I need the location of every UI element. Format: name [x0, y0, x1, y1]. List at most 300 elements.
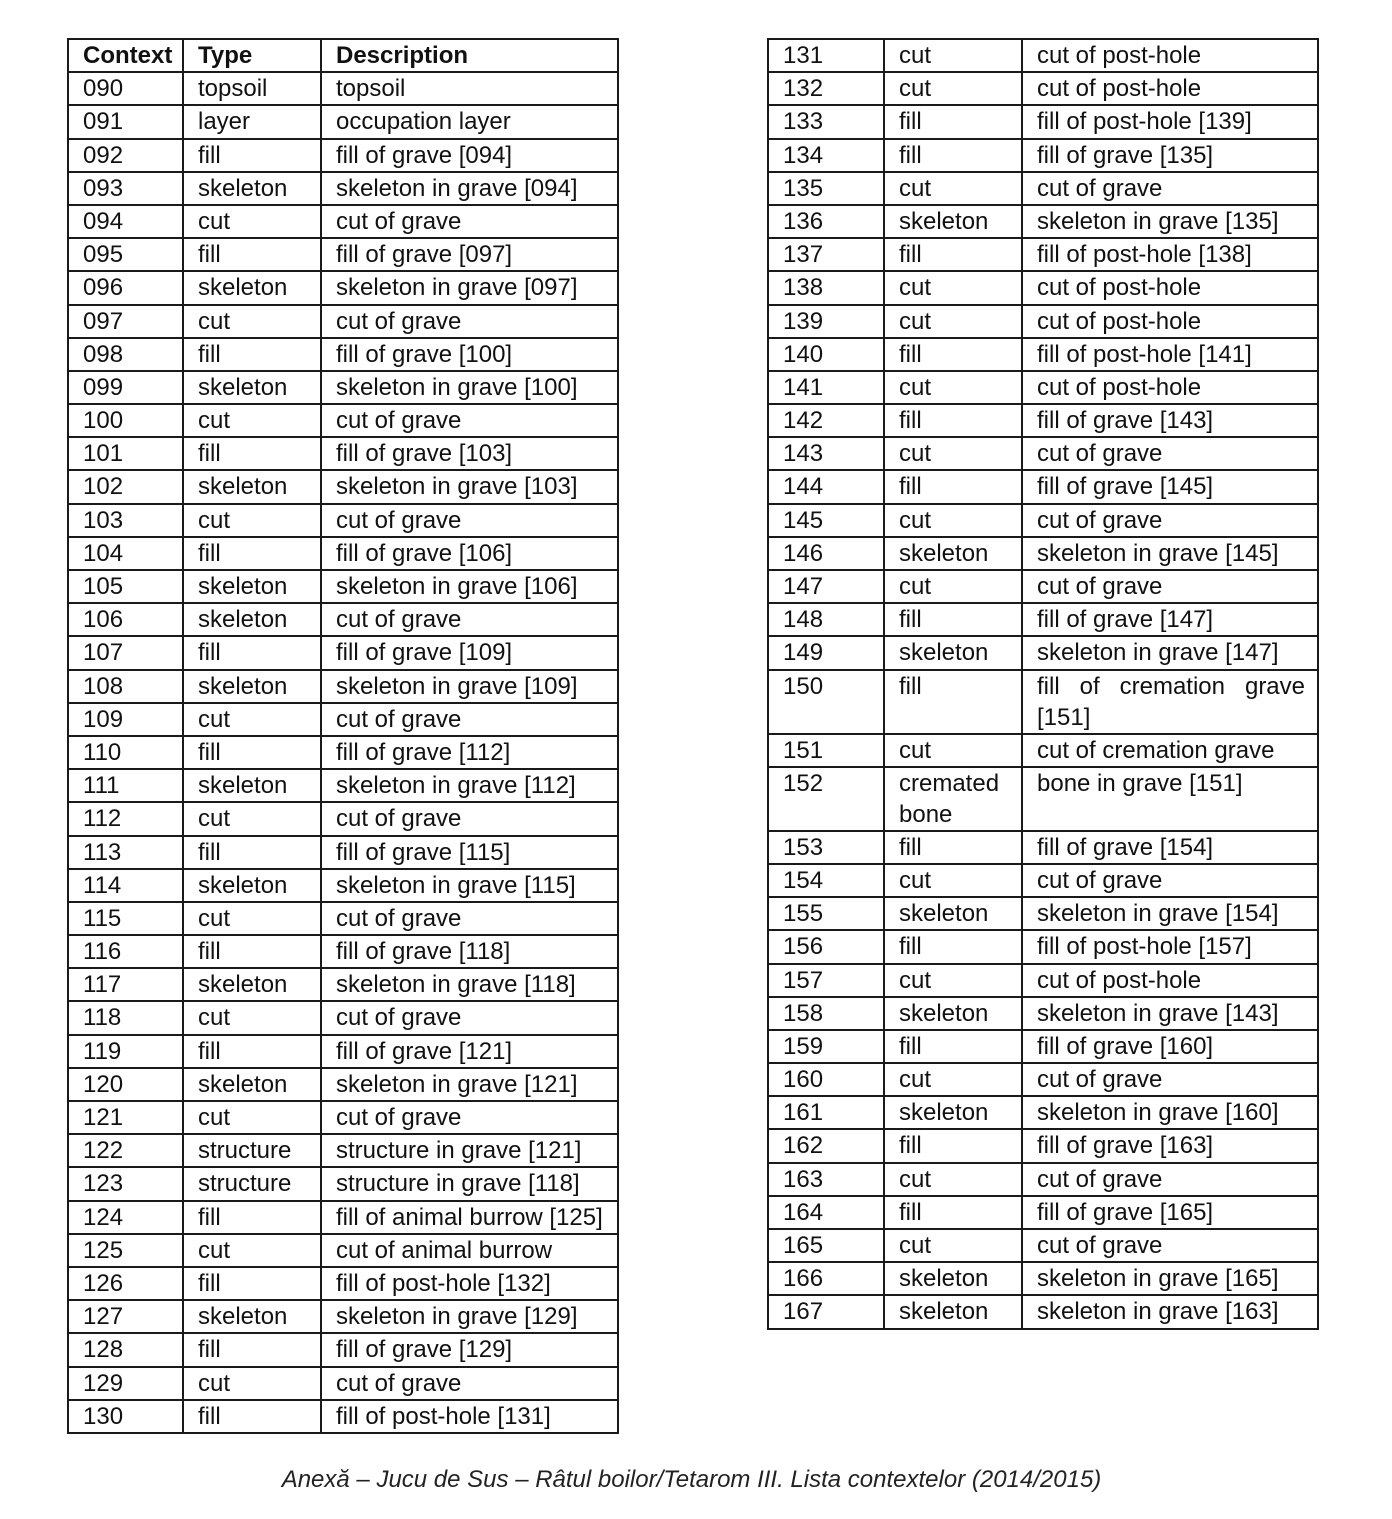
context-cell: 147: [768, 570, 884, 603]
description-cell: cut of grave: [321, 305, 618, 338]
description-cell: fill of grave [118]: [321, 935, 618, 968]
table-row: [768, 831, 1318, 864]
table-row: [68, 404, 618, 437]
type-cell: fill: [884, 105, 1022, 138]
type-cell: skeleton: [183, 603, 321, 636]
description-cell: cut of grave: [321, 902, 618, 935]
description-cell: skeleton in grave [112]: [321, 769, 618, 802]
type-cell: fill: [183, 1333, 321, 1366]
type-cell: fill: [183, 238, 321, 271]
type-cell: fill: [884, 238, 1022, 271]
description-cell: cut of grave: [321, 504, 618, 537]
context-cell: 150: [768, 670, 884, 734]
description-cell: fill of grave [097]: [321, 238, 618, 271]
context-cell: 164: [768, 1196, 884, 1229]
context-cell: 096: [68, 271, 183, 304]
context-cell: 115: [68, 902, 183, 935]
context-cell: 120: [68, 1068, 183, 1101]
table-row: [768, 1030, 1318, 1063]
context-cell: 113: [68, 836, 183, 869]
table-row: [768, 504, 1318, 537]
context-cell: 136: [768, 205, 884, 238]
type-cell: fill: [884, 338, 1022, 371]
table-row: [68, 172, 618, 205]
table-row: [768, 72, 1318, 105]
context-cell: 144: [768, 470, 884, 503]
table-row: [68, 1267, 618, 1300]
type-cell: structure: [183, 1167, 321, 1200]
description-cell: skeleton in grave [165]: [1022, 1262, 1318, 1295]
table-row: [68, 1300, 618, 1333]
table-row: [68, 1167, 618, 1200]
table-row: [768, 238, 1318, 271]
context-cell: 097: [68, 305, 183, 338]
type-cell: skeleton: [884, 205, 1022, 238]
context-cell: 163: [768, 1163, 884, 1196]
type-cell: cut: [884, 734, 1022, 767]
description-cell: cut of grave: [321, 404, 618, 437]
context-cell: 138: [768, 271, 884, 304]
type-cell: skeleton: [884, 1096, 1022, 1129]
description-cell: skeleton in grave [109]: [321, 670, 618, 703]
description-cell: fill of grave [160]: [1022, 1030, 1318, 1063]
context-cell: 139: [768, 305, 884, 338]
type-cell: skeleton: [183, 271, 321, 304]
description-cell: structure in grave [118]: [321, 1167, 618, 1200]
table-row: [768, 305, 1318, 338]
description-cell: fill of post-hole [139]: [1022, 105, 1318, 138]
description-cell: cut of grave: [1022, 1229, 1318, 1262]
description-cell: skeleton in grave [094]: [321, 172, 618, 205]
type-cell: cut: [884, 172, 1022, 205]
type-cell: cut: [884, 1063, 1022, 1096]
context-cell: 092: [68, 139, 183, 172]
description-cell: cut of grave: [321, 1001, 618, 1034]
description-cell: fill of grave [115]: [321, 836, 618, 869]
type-cell: cut: [183, 1001, 321, 1034]
table-row: [68, 1400, 618, 1433]
context-cell: 119: [68, 1035, 183, 1068]
context-cell: 098: [68, 338, 183, 371]
description-cell: cut of grave: [321, 1101, 618, 1134]
description-cell: cut of grave: [321, 802, 618, 835]
table-row: [768, 172, 1318, 205]
description-cell: cut of post-hole: [1022, 964, 1318, 997]
type-cell: fill: [884, 930, 1022, 963]
context-cell: 146: [768, 537, 884, 570]
context-cell: 102: [68, 470, 183, 503]
context-cell: 145: [768, 504, 884, 537]
table-row: [68, 1234, 618, 1267]
table-row: [68, 105, 618, 138]
context-cell: 108: [68, 670, 183, 703]
type-cell: cut: [884, 964, 1022, 997]
table-row: [68, 968, 618, 1001]
description-cell: fill of grave [106]: [321, 537, 618, 570]
description-cell: skeleton in grave [160]: [1022, 1096, 1318, 1129]
table-row: [768, 734, 1318, 767]
table-row: [68, 537, 618, 570]
type-cell: skeleton: [183, 769, 321, 802]
type-cell: cut: [183, 404, 321, 437]
type-cell: cut: [183, 902, 321, 935]
type-cell: fill: [884, 139, 1022, 172]
type-cell: skeleton: [884, 537, 1022, 570]
table-row: [768, 930, 1318, 963]
table-row: [768, 1096, 1318, 1129]
table-row: [68, 1201, 618, 1234]
context-cell: 122: [68, 1134, 183, 1167]
type-cell: fill: [183, 1035, 321, 1068]
description-cell: cut of post-hole: [1022, 72, 1318, 105]
context-cell: 095: [68, 238, 183, 271]
type-cell: skeleton: [884, 1262, 1022, 1295]
table-row: [68, 703, 618, 736]
context-cell: 125: [68, 1234, 183, 1267]
description-cell: skeleton in grave [154]: [1022, 897, 1318, 930]
type-cell: skeleton: [183, 1068, 321, 1101]
table-row: [768, 1262, 1318, 1295]
context-cell: 153: [768, 831, 884, 864]
context-cell: 135: [768, 172, 884, 205]
type-cell: cut: [884, 1163, 1022, 1196]
table-row: [768, 1129, 1318, 1162]
description-cell: cut of grave: [1022, 172, 1318, 205]
table-row: [68, 371, 618, 404]
context-cell: 123: [68, 1167, 183, 1200]
table-row: [68, 1035, 618, 1068]
table-row: [68, 603, 618, 636]
description-cell: cut of post-hole: [1022, 271, 1318, 304]
context-cell: 156: [768, 930, 884, 963]
context-cell: 167: [768, 1295, 884, 1328]
type-cell: skeleton: [183, 570, 321, 603]
context-table-left-body: [68, 72, 618, 1433]
context-cell: 111: [68, 769, 183, 802]
description-cell: bone in grave [151]: [1022, 767, 1318, 831]
table-row: [768, 864, 1318, 897]
context-cell: 118: [68, 1001, 183, 1034]
table-row: [768, 964, 1318, 997]
type-cell: fill: [183, 736, 321, 769]
type-cell: skeleton: [183, 968, 321, 1001]
description-cell: cut of grave: [1022, 1163, 1318, 1196]
description-cell: cut of post-hole: [1022, 39, 1318, 72]
type-cell: cut: [884, 1229, 1022, 1262]
table-row: [768, 338, 1318, 371]
description-cell: fill of post-hole [132]: [321, 1267, 618, 1300]
description-cell: skeleton in grave [163]: [1022, 1295, 1318, 1328]
header-type: Type: [183, 39, 321, 72]
context-cell: 091: [68, 105, 183, 138]
type-cell: cut: [884, 437, 1022, 470]
description-cell: cut of cremation grave: [1022, 734, 1318, 767]
table-row: [68, 902, 618, 935]
table-row: [768, 1196, 1318, 1229]
context-cell: 127: [68, 1300, 183, 1333]
type-cell: cut: [884, 371, 1022, 404]
context-cell: 101: [68, 437, 183, 470]
table-row: [768, 997, 1318, 1030]
table-row: [768, 271, 1318, 304]
type-cell: fill: [884, 1129, 1022, 1162]
type-cell: fill: [183, 1267, 321, 1300]
type-cell: fill: [183, 338, 321, 371]
context-cell: 133: [768, 105, 884, 138]
table-row: [768, 205, 1318, 238]
description-cell: skeleton in grave [121]: [321, 1068, 618, 1101]
table-row: [768, 371, 1318, 404]
context-cell: 149: [768, 636, 884, 669]
type-cell: skeleton: [183, 470, 321, 503]
context-cell: 121: [68, 1101, 183, 1134]
description-cell: cut of grave: [321, 1367, 618, 1400]
table-row: [68, 139, 618, 172]
description-cell: fill of post-hole [157]: [1022, 930, 1318, 963]
description-cell: fill of grave [100]: [321, 338, 618, 371]
context-cell: 142: [768, 404, 884, 437]
context-cell: 151: [768, 734, 884, 767]
table-row: [68, 1333, 618, 1366]
context-cell: 158: [768, 997, 884, 1030]
context-cell: 159: [768, 1030, 884, 1063]
context-cell: 162: [768, 1129, 884, 1162]
type-cell: fill: [183, 836, 321, 869]
type-cell: cut: [183, 305, 321, 338]
table-row: [768, 537, 1318, 570]
description-cell: skeleton in grave [106]: [321, 570, 618, 603]
type-cell: cut: [884, 570, 1022, 603]
description-cell: fill of grave [135]: [1022, 139, 1318, 172]
description-cell: skeleton in grave [097]: [321, 271, 618, 304]
type-cell: structure: [183, 1134, 321, 1167]
table-row: [68, 338, 618, 371]
context-cell: 104: [68, 537, 183, 570]
context-cell: 160: [768, 1063, 884, 1096]
table-row: [68, 271, 618, 304]
table-row: [68, 935, 618, 968]
description-cell: cut of grave: [321, 703, 618, 736]
description-cell: skeleton in grave [115]: [321, 869, 618, 902]
context-table-right: [767, 38, 1319, 1330]
description-cell: fill of grave [145]: [1022, 470, 1318, 503]
table-row: [768, 139, 1318, 172]
type-cell: cut: [183, 205, 321, 238]
context-cell: 116: [68, 935, 183, 968]
table-row: [68, 736, 618, 769]
context-cell: 154: [768, 864, 884, 897]
table-row: [768, 1229, 1318, 1262]
type-cell: cut: [884, 504, 1022, 537]
table-row: [768, 897, 1318, 930]
table-row: [68, 504, 618, 537]
description-cell: cut of grave: [1022, 570, 1318, 603]
context-cell: 155: [768, 897, 884, 930]
type-cell: cut: [183, 703, 321, 736]
type-cell: fill: [183, 1201, 321, 1234]
table-row: [68, 1101, 618, 1134]
type-cell: cut: [183, 1101, 321, 1134]
table-row: [768, 404, 1318, 437]
description-cell: fill of post-hole [138]: [1022, 238, 1318, 271]
context-cell: 107: [68, 636, 183, 669]
context-cell: 112: [68, 802, 183, 835]
description-cell: skeleton in grave [145]: [1022, 537, 1318, 570]
table-row: [68, 437, 618, 470]
table-row: [68, 802, 618, 835]
context-cell: 148: [768, 603, 884, 636]
description-cell: cut of grave: [1022, 1063, 1318, 1096]
description-cell: skeleton in grave [118]: [321, 968, 618, 1001]
type-cell: cut: [183, 1234, 321, 1267]
type-cell: skeleton: [183, 1300, 321, 1333]
description-cell: fill of grave [103]: [321, 437, 618, 470]
context-cell: 103: [68, 504, 183, 537]
caption: Anexă – Jucu de Sus – Râtul boilor/Tetarom III. Lista contextelor (2014/2015): [281, 1466, 1102, 1493]
table-row: [68, 1367, 618, 1400]
description-cell: cut of grave: [1022, 437, 1318, 470]
description-cell: fill of grave [165]: [1022, 1196, 1318, 1229]
table-row: [768, 570, 1318, 603]
description-cell: fill of post-hole [131]: [321, 1400, 618, 1433]
context-cell: 130: [68, 1400, 183, 1433]
table-row: [68, 205, 618, 238]
description-cell: cut of grave: [1022, 864, 1318, 897]
table-row: [68, 470, 618, 503]
table-row: [768, 1163, 1318, 1196]
context-cell: 143: [768, 437, 884, 470]
table-row: [768, 470, 1318, 503]
table-row: [768, 636, 1318, 669]
type-cell: cut: [884, 271, 1022, 304]
context-cell: 109: [68, 703, 183, 736]
type-cell: skeleton: [183, 869, 321, 902]
description-cell: skeleton in grave [103]: [321, 470, 618, 503]
table-row: [68, 238, 618, 271]
description-cell: structure in grave [121]: [321, 1134, 618, 1167]
table-row: [68, 836, 618, 869]
context-cell: 126: [68, 1267, 183, 1300]
type-cell: fill: [183, 1400, 321, 1433]
table-row: [768, 603, 1318, 636]
table-row: [68, 1001, 618, 1034]
table-row: [68, 670, 618, 703]
context-cell: 110: [68, 736, 183, 769]
type-cell: fill: [884, 1196, 1022, 1229]
table-row: [68, 570, 618, 603]
description-cell: fill of grave [109]: [321, 636, 618, 669]
header-description: Description: [321, 39, 618, 72]
type-cell: layer: [183, 105, 321, 138]
table-header-row: [68, 39, 618, 72]
context-cell: 129: [68, 1367, 183, 1400]
context-cell: 090: [68, 72, 183, 105]
description-cell: fill of cremation grave [151]: [1022, 670, 1318, 734]
table-row: [768, 437, 1318, 470]
type-cell: cut: [884, 39, 1022, 72]
description-cell: occupation layer: [321, 105, 618, 138]
type-cell: fill: [884, 831, 1022, 864]
type-cell: skeleton: [884, 1295, 1022, 1328]
context-cell: 105: [68, 570, 183, 603]
context-table-left: [67, 38, 619, 1434]
description-cell: cut of animal burrow: [321, 1234, 618, 1267]
table-row: [68, 869, 618, 902]
context-cell: 094: [68, 205, 183, 238]
table-row: [68, 769, 618, 802]
type-cell: cut: [183, 1367, 321, 1400]
table-row: [68, 72, 618, 105]
description-cell: fill of grave [112]: [321, 736, 618, 769]
type-cell: fill: [183, 437, 321, 470]
type-cell: skeleton: [183, 670, 321, 703]
type-cell: fill: [884, 603, 1022, 636]
type-cell: fill: [183, 139, 321, 172]
table-row: [768, 105, 1318, 138]
context-cell: 100: [68, 404, 183, 437]
context-cell: 117: [68, 968, 183, 1001]
type-cell: skeleton: [183, 172, 321, 205]
description-cell: skeleton in grave [129]: [321, 1300, 618, 1333]
context-cell: 128: [68, 1333, 183, 1366]
description-cell: fill of grave [163]: [1022, 1129, 1318, 1162]
table-row: [68, 636, 618, 669]
context-cell: 114: [68, 869, 183, 902]
description-cell: fill of grave [143]: [1022, 404, 1318, 437]
type-cell: skeleton: [884, 997, 1022, 1030]
type-cell: fill: [884, 470, 1022, 503]
table-row: [768, 39, 1318, 72]
table-row: [68, 305, 618, 338]
description-cell: topsoil: [321, 72, 618, 105]
description-cell: cut of grave: [1022, 504, 1318, 537]
context-cell: 099: [68, 371, 183, 404]
description-cell: fill of grave [147]: [1022, 603, 1318, 636]
context-cell: 124: [68, 1201, 183, 1234]
type-cell: fill: [884, 670, 1022, 734]
type-cell: skeleton: [183, 371, 321, 404]
header-context: Context: [68, 39, 183, 72]
context-cell: 106: [68, 603, 183, 636]
description-cell: fill of grave [129]: [321, 1333, 618, 1366]
type-cell: cut: [884, 305, 1022, 338]
type-cell: cut: [884, 864, 1022, 897]
description-cell: fill of animal burrow [125]: [321, 1201, 618, 1234]
context-cell: 137: [768, 238, 884, 271]
description-cell: skeleton in grave [147]: [1022, 636, 1318, 669]
context-cell: 132: [768, 72, 884, 105]
type-cell: fill: [183, 636, 321, 669]
type-cell: fill: [183, 537, 321, 570]
table-row: [768, 767, 1318, 831]
context-cell: 166: [768, 1262, 884, 1295]
table-row: [768, 670, 1318, 734]
type-cell: cremated bone: [884, 767, 1022, 831]
description-cell: skeleton in grave [135]: [1022, 205, 1318, 238]
type-cell: fill: [884, 1030, 1022, 1063]
description-cell: fill of grave [121]: [321, 1035, 618, 1068]
description-cell: cut of post-hole: [1022, 371, 1318, 404]
type-cell: skeleton: [884, 636, 1022, 669]
description-cell: fill of grave [154]: [1022, 831, 1318, 864]
type-cell: cut: [183, 504, 321, 537]
description-cell: skeleton in grave [100]: [321, 371, 618, 404]
context-cell: 165: [768, 1229, 884, 1262]
table-row: [68, 1068, 618, 1101]
type-cell: cut: [884, 72, 1022, 105]
context-cell: 157: [768, 964, 884, 997]
type-cell: fill: [183, 935, 321, 968]
